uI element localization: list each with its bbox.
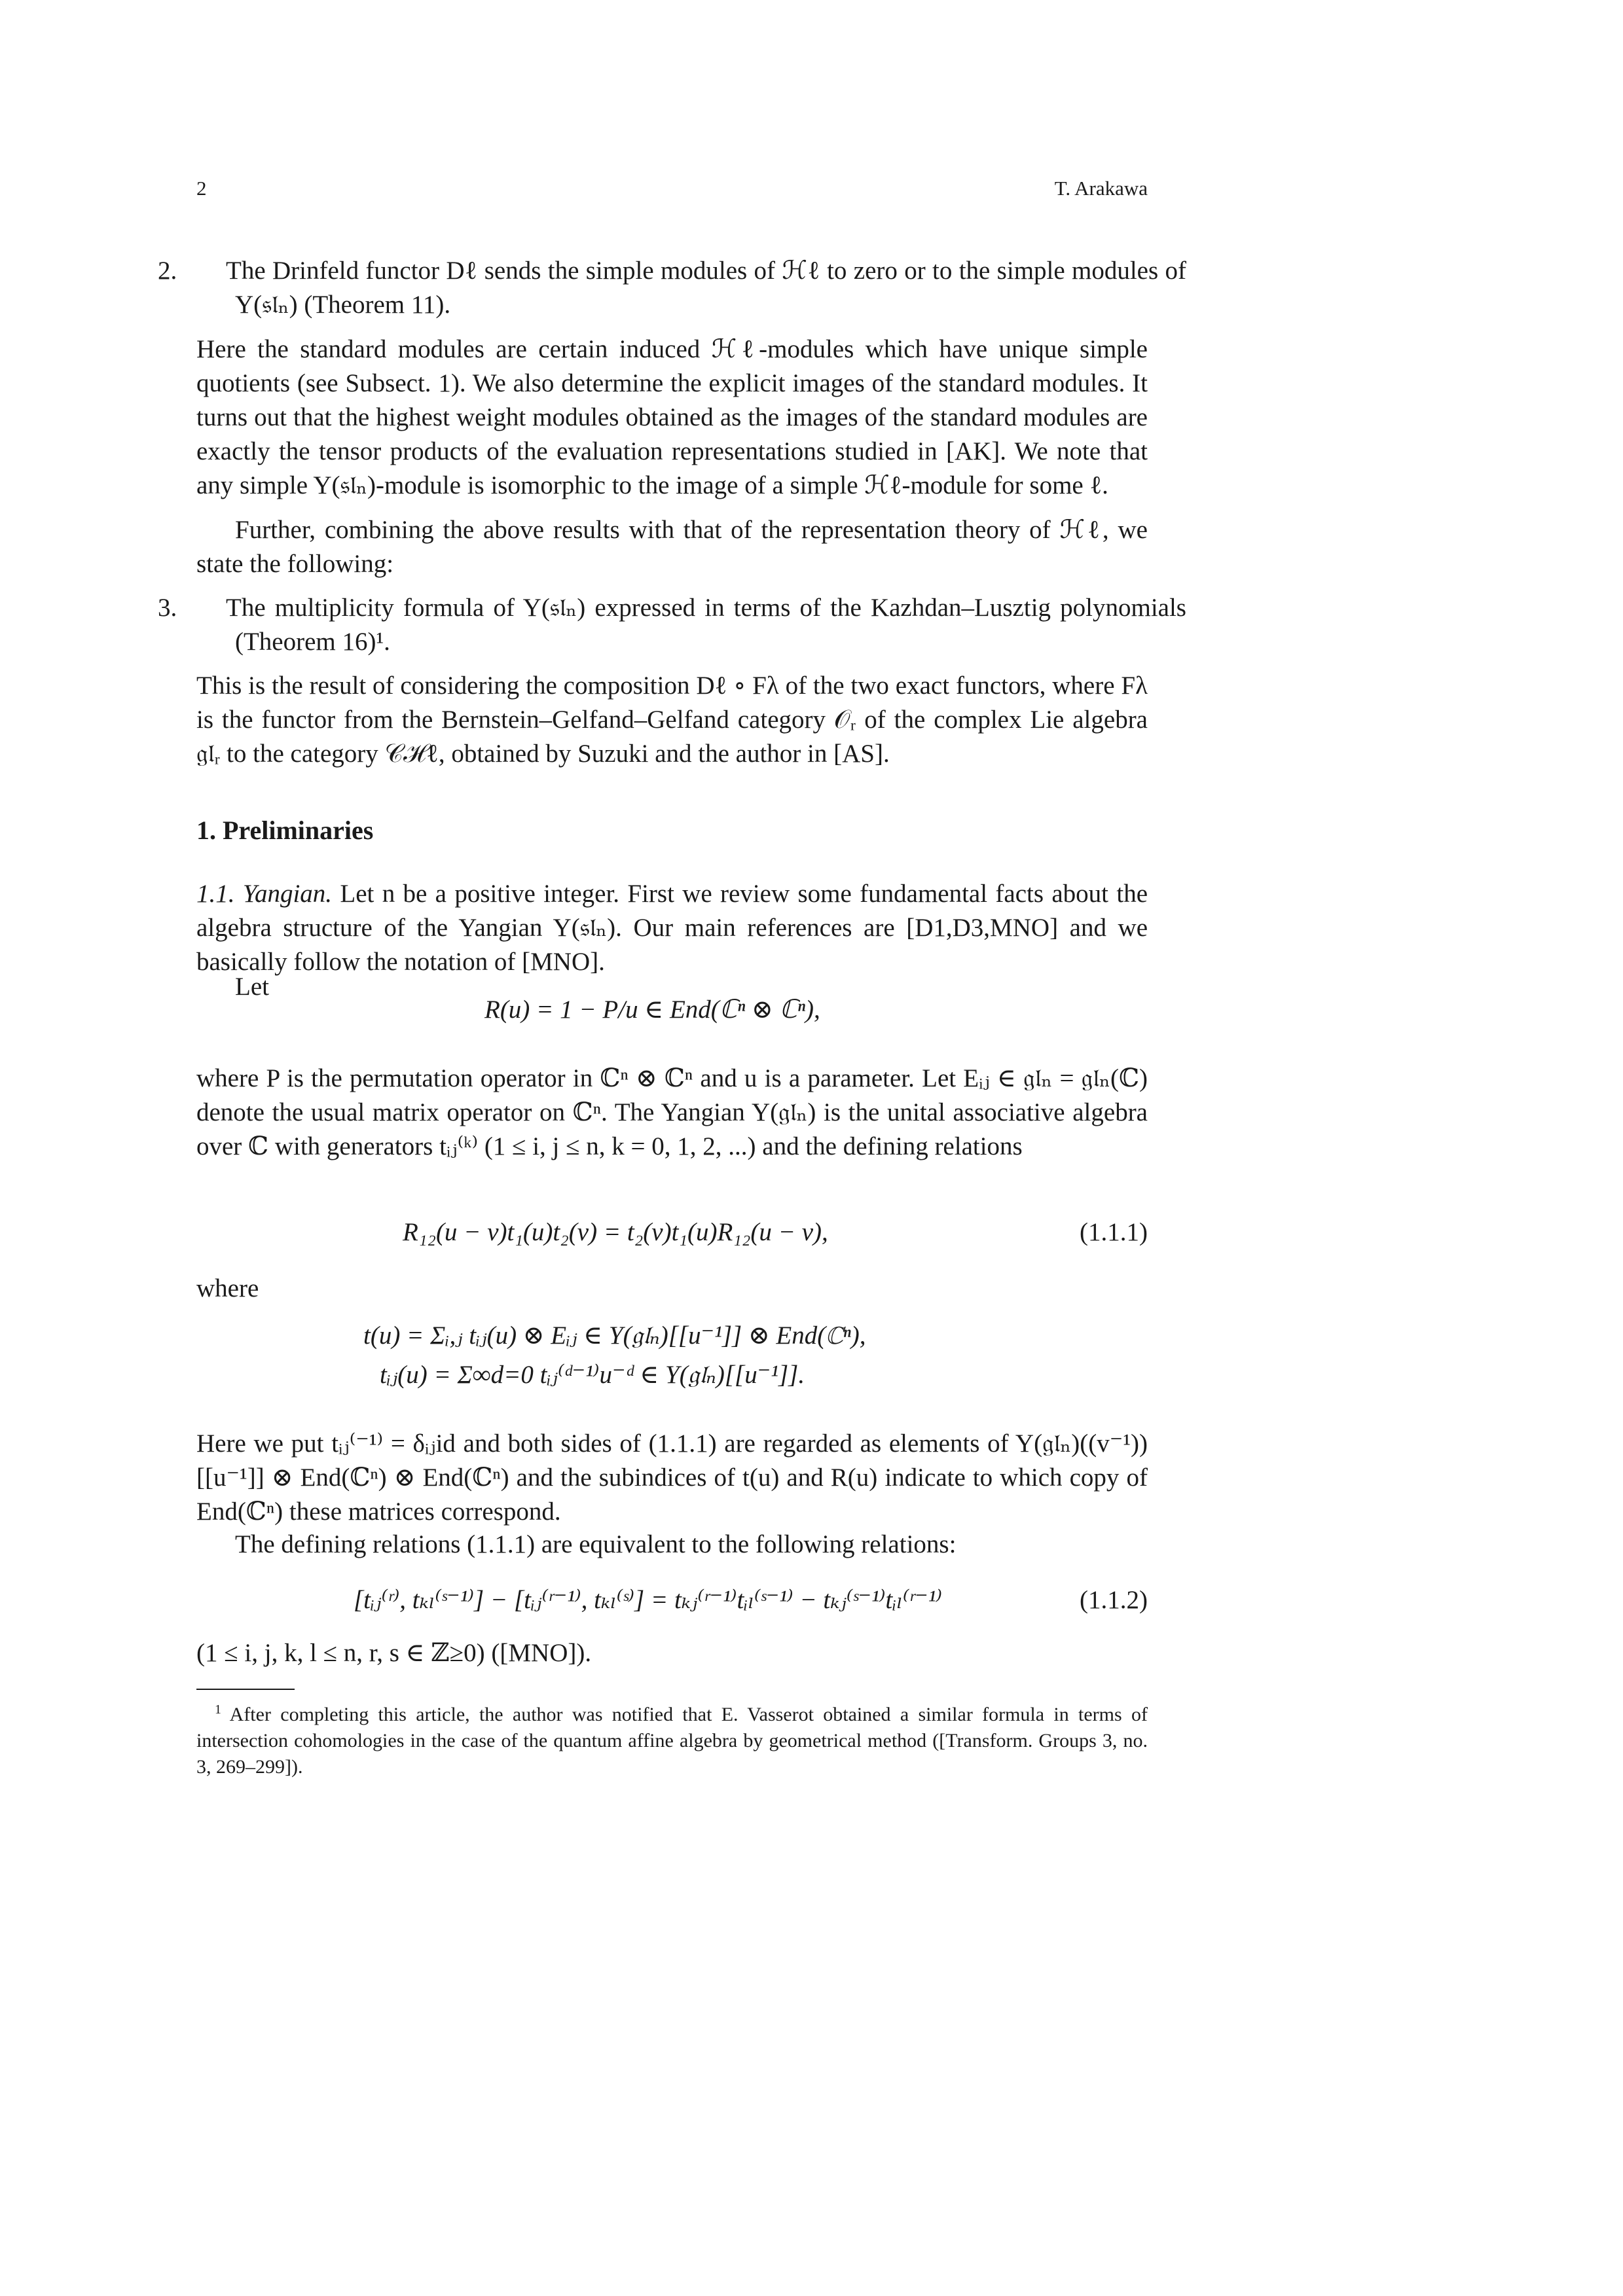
equation-t-u <box>363 1321 866 1350</box>
running-head-author: T. Arakawa <box>1054 177 1148 200</box>
equation-1-1-2 <box>354 1585 942 1615</box>
let-word: Let <box>235 973 269 1001</box>
equation-1-1-1 <box>403 1217 828 1247</box>
paragraph: This is the result of considering the composition Dℓ ∘ Fλ of the two exact functors, where Fλ is the functor from the Bernstein–Gelfand–Gelfand category 𝒪ᵣ of the complex Lie algebra 𝔤𝔩ᵣ to the category 𝒞ℋℓ, obtained by Suzuki and the author in [AS]. <box>196 672 1148 768</box>
equation-text: R₁₂(u − v)t₁(u)t₂(v) = t₂(v)t₁(u)R₁₂(u − v), <box>403 1218 828 1246</box>
subsection-label: 1.1. Yangian. <box>196 880 333 908</box>
equation-text: R(u) = 1 − P/u ∈ End(ℂⁿ ⊗ ℂⁿ), <box>484 996 820 1024</box>
subsection-text: Let n be a positive integer. First we review some fundamental facts about the algebra structure of the Yangian Y(𝔰𝔩ₙ). Our main references are [D1,D3,MNO] and we basically follow the notation of [MNO]. <box>196 880 1148 976</box>
list-item-text: The multiplicity formula of Y(𝔰𝔩ₙ) expressed in terms of the Kazhdan–Lusztig polynomials (Theorem 16)¹. <box>226 594 1186 656</box>
list-item-text: The Drinfeld functor Dℓ sends the simple modules of ℋℓ to zero or to the simple modules of Y(𝔰𝔩ₙ) (Theorem 11). <box>226 257 1186 319</box>
footnote-text: After completing this article, the author was notified that E. Vasserot obtained a similar formula in terms of intersection cohomologies in the case of the quantum affine algebra by geometrical method ([Transform. Groups 3, no. 3, 269–299]). <box>196 1704 1148 1778</box>
equation-R <box>484 995 820 1024</box>
list-item-number: 3. <box>158 594 177 622</box>
section-heading: 1. Preliminaries <box>196 816 374 845</box>
equation-text: t(u) = Σᵢ,ⱼ tᵢⱼ(u) ⊗ Eᵢⱼ ∈ Y(𝔤𝔩ₙ)[[u⁻¹]] ⊗ End(ℂⁿ), <box>363 1321 866 1350</box>
footnote-mark: 1 <box>215 1702 221 1717</box>
equation-text: tᵢⱼ(u) = Σ∞d=0 tᵢⱼ⁽ᵈ⁻¹⁾u⁻ᵈ ∈ Y(𝔤𝔩ₙ)[[u⁻¹]]. <box>380 1361 805 1389</box>
footnote <box>196 1696 1148 1780</box>
page-number: 2 <box>196 177 207 200</box>
equation-number: (1.1.2) <box>1080 1586 1148 1614</box>
equation-number: (1.1.1) <box>1080 1218 1148 1246</box>
list-item-2 <box>158 254 1186 322</box>
paragraph: Further, combining the above results with that of the representation theory of ℋℓ, we state the following: <box>196 516 1148 578</box>
paragraph: Here we put tᵢⱼ⁽⁻¹⁾ = δᵢⱼid and both sides of (1.1.1) are regarded as elements of Y(𝔤𝔩ₙ)((v⁻¹))[[u⁻¹]] ⊗ End(ℂⁿ) ⊗ End(ℂⁿ) and the subindices of t(u) and R(u) indicate to which copy of End(ℂⁿ) these matrices correspond. <box>196 1429 1148 1526</box>
paragraph: (1 ≤ i, j, k, l ≤ n, r, s ∈ ℤ≥0) ([MNO]). <box>196 1639 592 1667</box>
subsection-paragraph <box>196 877 1148 979</box>
list-item-3 <box>158 591 1186 659</box>
footnote-rule <box>196 1689 295 1690</box>
paragraph: where P is the permutation operator in ℂⁿ ⊗ ℂⁿ and u is a parameter. Let Eᵢⱼ ∈ 𝔤𝔩ₙ = 𝔤𝔩ₙ(ℂ) denote the usual matrix operator on ℂⁿ. The Yangian Y(𝔤𝔩ₙ) is the unital associative algebra over ℂ with generators tᵢⱼ⁽ᵏ⁾ (1 ≤ i, j ≤ n, k = 0, 1, 2, ...) and the defining relations <box>196 1064 1148 1160</box>
equation-text: [tᵢⱼ⁽ʳ⁾, tₖₗ⁽ˢ⁻¹⁾] − [tᵢⱼ⁽ʳ⁻¹⁾, tₖₗ⁽ˢ⁾] = tₖⱼ⁽ʳ⁻¹⁾tᵢₗ⁽ˢ⁻¹⁾ − tₖⱼ⁽ˢ⁻¹⁾tᵢₗ⁽ʳ⁻¹⁾ <box>354 1586 942 1614</box>
where-word: where <box>196 1274 259 1302</box>
paragraph: Here the standard modules are certain induced ℋℓ-modules which have unique simple quotients (see Subsect. 1). We also determine the explicit images of the standard modules. It turns out that the highest weight modules obtained as the images of the standard modules are exactly the tensor products of the evaluation representations studied in [AK]. We note that any simple Y(𝔰𝔩ₙ)-module is isomorphic to the image of a simple ℋℓ-module for some ℓ. <box>196 335 1148 499</box>
list-item-number: 2. <box>158 257 177 285</box>
equation-t-ij <box>380 1360 805 1390</box>
paragraph: The defining relations (1.1.1) are equivalent to the following relations: <box>235 1530 957 1558</box>
